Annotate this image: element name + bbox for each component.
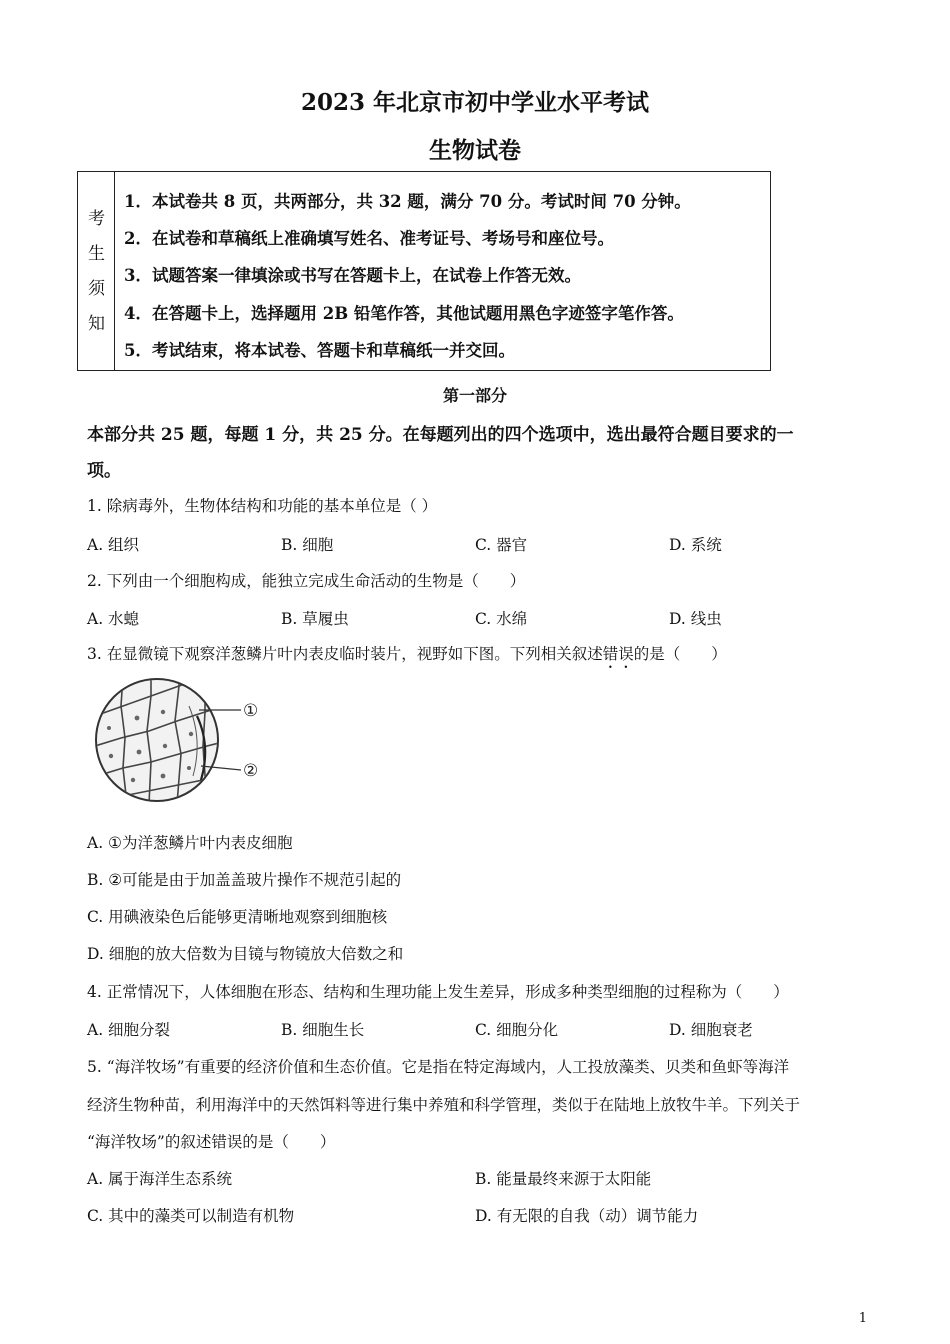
question-1-option-a: A. 组织: [87, 536, 140, 554]
notice-heading-char: 须: [88, 279, 105, 299]
question-3-emphasis: 错误: [602, 645, 634, 663]
question-2-option-c: C. 水绵: [475, 610, 528, 628]
question-1-option-c: C. 器官: [475, 536, 528, 554]
question-3-option-a: A. ①为洋葱鳞片叶内表皮细胞: [87, 834, 293, 852]
notice-item: 5．考试结束，将本试卷、答题卡和草稿纸一并交回。: [124, 341, 515, 360]
question-2-option-b: B. 草履虫: [281, 610, 349, 628]
question-5-option-d: D. 有无限的自我（动）调节能力: [475, 1207, 699, 1225]
notice-item: 1．本试卷共 8 页，共两部分，共 32 题，满分 70 分。考试时间 70 分钟。: [124, 192, 691, 211]
question-3-option-b: B. ②可能是由于加盖盖玻片操作不规范引起的: [87, 871, 402, 889]
question-3-stem-start: 3. 在显微镜下观察洋葱鳞片叶内表皮临时装片，视野如下图。下列相关叙述: [87, 645, 603, 663]
notice-heading: [78, 172, 115, 370]
notice-heading-char: 知: [88, 314, 105, 334]
onion-cell-micrograph: [93, 676, 273, 804]
question-5-stem-end: “海洋牧场”的叙述错误的是（ ）: [87, 1133, 336, 1151]
question-3-option-c: C. 用碘液染色后能够更清晰地观察到细胞核: [87, 908, 388, 926]
exam-subtitle: 生物试卷: [429, 137, 521, 164]
figure-label-1: ①: [243, 701, 259, 721]
question-4-option-a: A. 细胞分裂: [87, 1021, 171, 1039]
question-4-option-d: D. 细胞衰老: [669, 1021, 753, 1039]
question-1-option-b: B. 细胞: [281, 536, 334, 554]
question-1-stem: 1. 除病毒外，生物体结构和功能的基本单位是（ ）: [87, 497, 438, 515]
question-2-option-a: A. 水螅: [87, 610, 140, 628]
question-3-stem: [87, 642, 727, 672]
part-one-title: 第一部分: [442, 386, 507, 405]
question-3-stem-end: 的是（ ）: [633, 645, 727, 663]
notice-item: 2．在试卷和草稿纸上准确填写姓名、准考证号、考场号和座位号。: [124, 229, 614, 248]
page-number: 1: [858, 1311, 867, 1326]
question-3-option-d: D. 细胞的放大倍数为目镜与物镜放大倍数之和: [87, 945, 404, 963]
question-5-option-c: C. 其中的藻类可以制造有机物: [87, 1207, 295, 1225]
figure-label-2: ②: [243, 761, 259, 781]
question-1-option-d: D. 系统: [669, 536, 722, 554]
notice-item: 3．试题答案一律填涂或书写在答题卡上，在试卷上作答无效。: [124, 266, 581, 285]
question-5-stem: 5. “海洋牧场”有重要的经济价值和生态价值。它是指在特定海域内，人工投放藻类、贝类和鱼虾等海洋: [87, 1058, 790, 1076]
question-4-option-c: C. 细胞分化: [475, 1021, 559, 1039]
micrograph-figure: [93, 676, 273, 804]
part-one-intro: 本部分共 25 题，每题 1 分，共 25 分。在每题列出的四个选项中，选出最符合题目要求的一: [87, 425, 794, 445]
question-4-stem: 4. 正常情况下，人体细胞在形态、结构和生理功能上发生差异，形成多种类型细胞的过程称为（ ）: [87, 983, 789, 1001]
question-2-stem: 2. 下列由一个细胞构成，能独立完成生命活动的生物是（ ）: [87, 572, 526, 590]
question-5-option-b: B. 能量最终来源于太阳能: [475, 1170, 652, 1188]
question-4-option-b: B. 细胞生长: [281, 1021, 365, 1039]
part-one-intro-cont: 项。: [87, 461, 121, 481]
exam-title: 2023 年北京市初中学业水平考试: [300, 89, 650, 116]
notice-heading-char: 考: [88, 209, 105, 229]
question-2-option-d: D. 线虫: [669, 610, 722, 628]
question-5-option-a: A. 属于海洋生态系统: [87, 1170, 233, 1188]
notice-heading-char: 生: [88, 244, 105, 264]
candidate-notice-box: [77, 171, 771, 371]
notice-item: 4．在答题卡上，选择题用 2B 铅笔作答，其他试题用黑色字迹签字笔作答。: [124, 304, 684, 323]
question-5-stem-cont: 经济生物种苗，利用海洋中的天然饵料等进行集中养殖和科学管理，类似于在陆地上放牧牛羊。下列关于: [87, 1096, 801, 1114]
